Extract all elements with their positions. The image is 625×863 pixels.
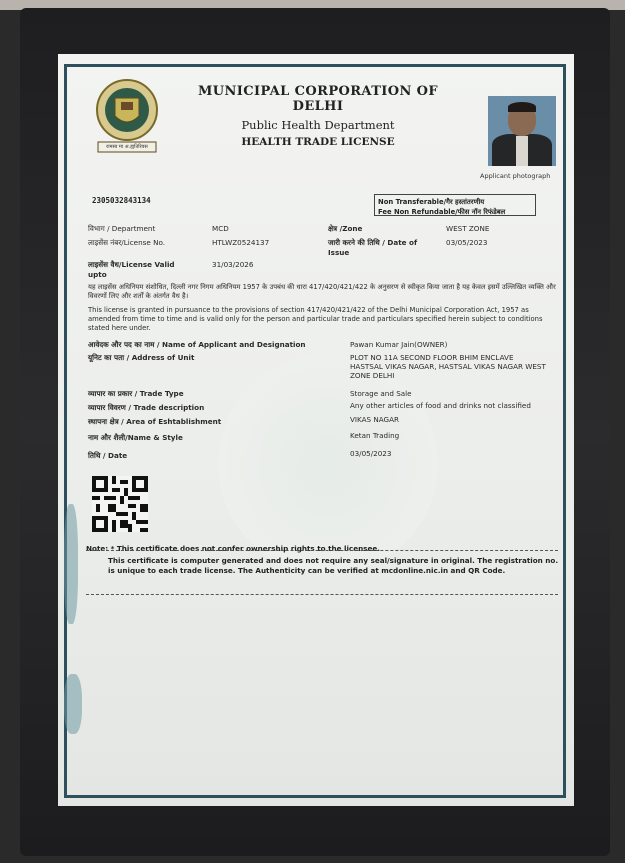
non-refundable-text: Fee Non Refundable/फीस नॉन रिफंडेबल	[378, 208, 506, 216]
trade-type-value: Storage and Sale	[350, 389, 412, 398]
water-stain	[64, 504, 78, 624]
legal-text-hindi: यह लाइसेंस अधिनियम संशोधित, दिल्ली नगर निगम अधिनियम 1957 के उपबंध की धारा 417/420/421/422 के अनुसरण से स्वीकृत किया जाता है यह केवल इसमें उल्लिखित व्यक्ति और विवरणों लिए और शर्तों के अंतर्गत वैध है।	[88, 283, 556, 300]
zone-value: WEST ZONE	[446, 224, 490, 233]
applicant-name-value: Pawan Kumar Jain(OWNER)	[350, 340, 448, 349]
non-transferable-box	[374, 194, 536, 216]
watermark-emblem	[218, 354, 438, 574]
license-no-value: HTLWZ0524137	[212, 238, 270, 247]
photo-caption: Applicant photograph	[480, 172, 551, 180]
department-label: विभाग / Department	[88, 224, 156, 233]
applicant-photo	[488, 96, 556, 166]
department-value: MCD	[212, 224, 229, 233]
divider	[86, 550, 558, 551]
certificate-number: 2305032843134	[92, 196, 151, 205]
note-title: Note: * This certificate does not confer ownership rights to the licensee.	[86, 544, 380, 553]
area-label: स्थापना क्षेत्र / Area of Eshtablishment	[88, 417, 222, 426]
document-title: HEALTH TRADE LICENSE	[241, 136, 395, 148]
logo-motto: रामस्य मा अ.ह्यतिरिवस	[106, 144, 148, 150]
area-value: VIKAS NAGAR	[350, 415, 400, 424]
trade-description-value: Any other articles of food and drinks not classified	[350, 401, 531, 410]
org-title: MUNICIPAL CORPORATION OF DELHI	[197, 84, 439, 114]
name-style-label: नाम और शैली/Name & Style	[88, 433, 183, 442]
divider	[86, 594, 558, 595]
valid-upto-value: 31/03/2026	[212, 260, 254, 269]
legal-text-english: This license is granted in pursuance to the provisions of section 417/420/421/422 of the Delhi Municipal Corporation Act, 1957 as amended from time to time and is valid only for the person and particular trade and particulars specified herein subject to conditions stated here under.	[88, 306, 543, 332]
trade-type-label: व्यापार का प्रकार / Trade Type	[88, 389, 184, 398]
date-of-issue-label: जारी करने की तिथि / Date of	[328, 238, 418, 247]
certificate-paper	[58, 54, 574, 806]
name-style-value: Ketan Trading	[350, 431, 400, 440]
department-title: Public Health Department	[241, 118, 395, 132]
address-value: PLOT NO 11A SECOND FLOOR BHIM ENCLAVE HASTSAL VIKAS NAGAR, HASTSAL VIKAS NAGAR WEST ZONE DELHI	[350, 353, 546, 380]
date-value: 03/05/2023	[350, 449, 392, 458]
date-of-issue-label-cont: Issue	[328, 248, 350, 257]
date-of-issue-value: 03/05/2023	[446, 238, 488, 247]
qr-code[interactable]	[92, 476, 148, 532]
non-transferable-text: Non Transferable/गैर हस्तांतरणीय	[378, 198, 485, 206]
license-no-label: लाइसेंस नंबर/License No.	[88, 238, 166, 247]
date-label: तिथि / Date	[88, 451, 128, 460]
applicant-name-label: आवेदक और पद का नाम / Name of Applicant and Designation	[88, 340, 306, 349]
water-stain	[64, 674, 82, 734]
valid-upto-label-cont: upto	[88, 270, 107, 279]
address-label: यूनिट का पता / Address of Unit	[88, 353, 195, 362]
zone-label: क्षेत्र /Zone	[328, 224, 363, 233]
note-body: This certificate is computer generated and does not require any seal/signature in original. The registration no. is unique to each trade license. The Authenticity can be verified at mcdonline.nic.in and QR Code.	[108, 556, 559, 575]
trade-description-label: व्यापार विवरण / Trade description	[88, 403, 205, 412]
certificate-header	[188, 84, 448, 148]
mcd-logo	[88, 74, 166, 154]
valid-upto-label: लाइसेंस वैध/License Valid	[88, 260, 175, 269]
